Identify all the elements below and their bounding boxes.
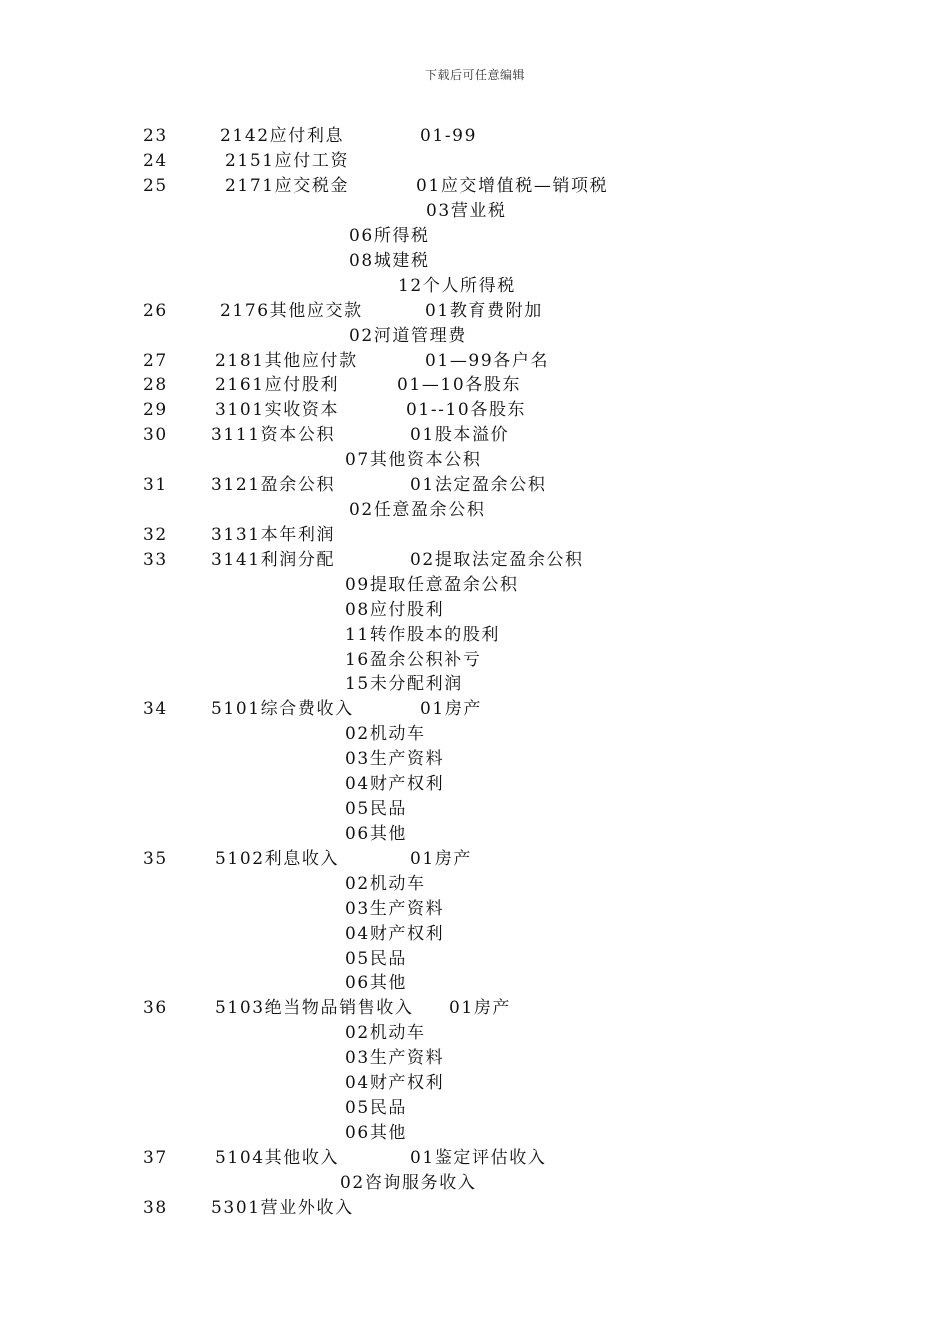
text-line: 06其他 (345, 824, 408, 844)
text-line: 2176其他应交款 (220, 301, 363, 321)
text-line: 06其他 (345, 973, 408, 993)
text-line: 01法定盈余公积 (410, 475, 547, 495)
text-line: 5103绝当物品销售收入 (215, 998, 414, 1018)
text-line: 34 (143, 699, 168, 719)
text-line: 15未分配利润 (345, 674, 463, 694)
text-line: 08应付股利 (345, 600, 445, 620)
text-line: 2142应付利息 (220, 126, 345, 146)
text-line: 16盈余公积补亏 (345, 650, 482, 670)
text-line: 12个人所得税 (398, 276, 516, 296)
text-line: 25 (143, 176, 168, 196)
text-line: 24 (143, 151, 168, 171)
text-line: 01应交增值税—销项税 (416, 176, 609, 196)
text-line: 02机动车 (345, 1023, 426, 1043)
text-line: 01-99 (420, 126, 478, 146)
text-line: 02机动车 (345, 874, 426, 894)
text-line: 01股本溢价 (410, 425, 510, 445)
text-line: 01教育费附加 (425, 301, 543, 321)
text-line: 37 (143, 1148, 168, 1168)
text-line: 02任意盈余公积 (349, 500, 486, 520)
text-line: 33 (143, 550, 168, 570)
text-line: 06所得税 (349, 226, 430, 246)
text-line: 3131本年利润 (211, 525, 336, 545)
text-line: 03生产资料 (345, 1048, 445, 1068)
text-line: 38 (143, 1198, 168, 1218)
text-line: 3121盈余公积 (211, 475, 336, 495)
text-line: 11转作股本的股利 (345, 625, 501, 645)
text-line: 09提取任意盈余公积 (345, 575, 519, 595)
text-line: 3141利润分配 (211, 550, 336, 570)
text-line: 03营业税 (426, 201, 507, 221)
text-line: 5301营业外收入 (211, 1198, 354, 1218)
text-line: 02提取法定盈余公积 (410, 550, 584, 570)
text-line: 29 (143, 400, 168, 420)
text-line: 04财产权利 (345, 774, 445, 794)
text-line: 2181其他应付款 (215, 351, 358, 371)
text-line: 04财产权利 (345, 924, 445, 944)
text-line: 08城建税 (349, 251, 430, 271)
text-line: 31 (143, 475, 168, 495)
text-line: 2161应付股利 (215, 375, 340, 395)
text-line: 26 (143, 301, 168, 321)
text-line: 30 (143, 425, 168, 445)
text-line: 06其他 (345, 1123, 408, 1143)
text-line: 2151应付工资 (225, 151, 350, 171)
text-line: 07其他资本公积 (345, 450, 482, 470)
page-header: 下载后可任意编辑 (424, 68, 525, 82)
text-line: 3101实收资本 (215, 400, 340, 420)
text-line: 36 (143, 998, 168, 1018)
text-line: 23 (143, 126, 168, 146)
text-line: 01--10各股东 (406, 400, 527, 420)
text-line: 35 (143, 849, 168, 869)
text-line: 01—10各股东 (397, 375, 522, 395)
text-line: 01房产 (410, 849, 473, 869)
text-line: 05民品 (345, 799, 408, 819)
text-line: 3111资本公积 (211, 425, 336, 445)
text-line: 5104其他收入 (215, 1148, 340, 1168)
text-line: 01房产 (449, 998, 512, 1018)
text-line: 02河道管理费 (349, 326, 467, 346)
text-line: 01房产 (420, 699, 483, 719)
text-line: 01—99各户名 (425, 351, 550, 371)
text-line: 02机动车 (345, 724, 426, 744)
text-line: 32 (143, 525, 168, 545)
text-line: 05民品 (345, 949, 408, 969)
text-line: 5102利息收入 (215, 849, 340, 869)
text-line: 05民品 (345, 1098, 408, 1118)
text-line: 5101综合费收入 (211, 699, 354, 719)
text-line: 28 (143, 375, 168, 395)
text-line: 2171应交税金 (225, 176, 350, 196)
text-line: 03生产资料 (345, 899, 445, 919)
text-line: 02咨询服务收入 (340, 1173, 477, 1193)
text-line: 01鉴定评估收入 (410, 1148, 547, 1168)
text-line: 27 (143, 351, 168, 371)
text-line: 04财产权利 (345, 1073, 445, 1093)
text-line: 03生产资料 (345, 749, 445, 769)
